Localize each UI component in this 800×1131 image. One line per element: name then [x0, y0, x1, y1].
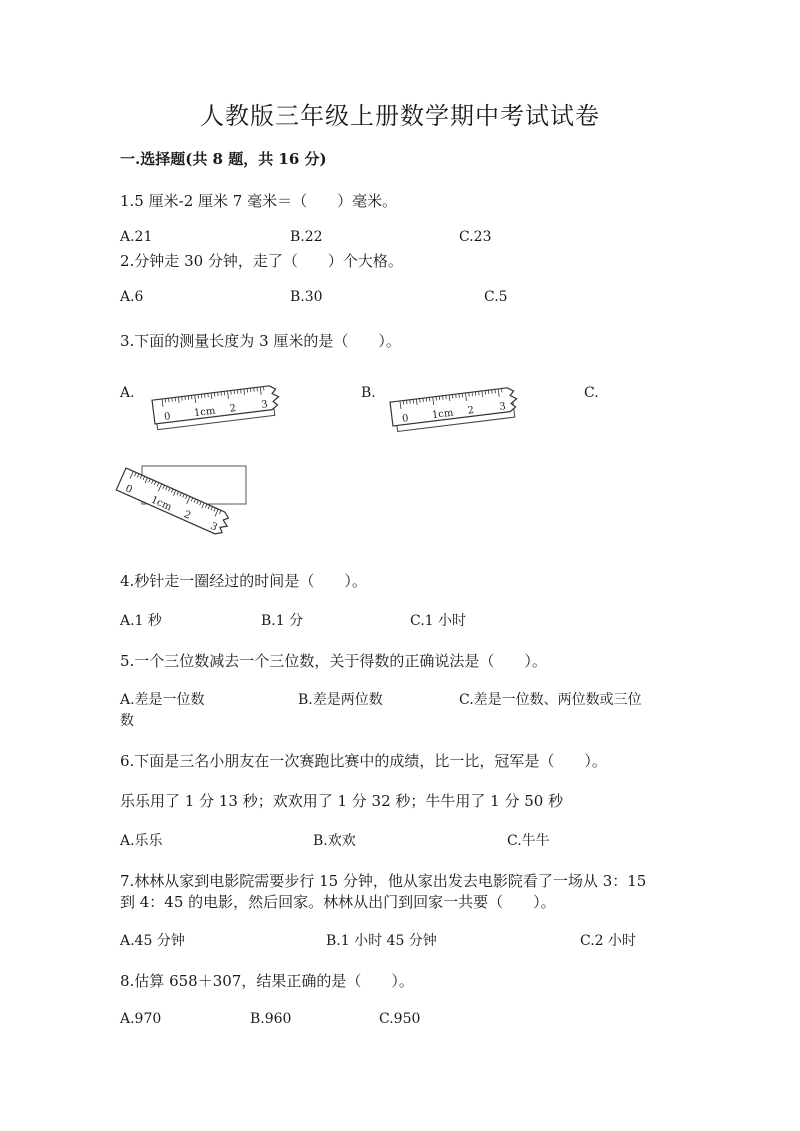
page-title: 人教版三年级上册数学期中考试试卷 [200, 102, 600, 130]
question-8-stem: 8.估算 658＋307，结果正确的是（ ）。 [120, 972, 414, 990]
ruler-c-label-1cm: 1cm [149, 494, 174, 514]
question-8-option-b: B.960 [250, 1011, 292, 1027]
ruler-b-label-3: 3 [498, 401, 507, 413]
question-6-option-a: A.乐乐 [120, 833, 163, 849]
ruler-c-label-3: 3 [208, 520, 219, 534]
question-3-option-a: A. [120, 385, 135, 401]
question-5-option-c-wrap: 数 [120, 713, 134, 729]
question-1-stem: 1.5 厘米-2 厘米 7 毫米＝（ ）毫米。 [120, 192, 398, 210]
ruler-b-label-1cm: 1cm [431, 407, 454, 422]
question-1-option-b: B.22 [290, 229, 323, 245]
question-6-stem: 6.下面是三名小朋友在一次赛跑比赛中的成绩，比一比，冠军是（ ）。 [120, 752, 607, 770]
question-8-option-a: A.970 [120, 1011, 162, 1027]
ruler-figure-a [150, 382, 290, 444]
question-6-option-b: B.欢欢 [313, 833, 356, 849]
question-5-stem: 5.一个三位数减去一个三位数，关于得数的正确说法是（ ）。 [120, 652, 547, 670]
ruler-a-label-0: 0 [163, 411, 172, 423]
question-7-option-a: A.45 分钟 [120, 933, 185, 949]
ruler-a-label-3: 3 [260, 399, 269, 411]
question-7-option-c: C.2 小时 [580, 933, 637, 949]
question-4-option-c: C.1 小时 [410, 613, 467, 629]
ruler-figure-b [388, 384, 528, 446]
question-5-option-c: C.差是一位数、两位数或三位 [459, 692, 642, 708]
question-2-option-b: B.30 [290, 289, 323, 305]
question-4-stem: 4.秒针走一圈经过的时间是（ ）。 [120, 572, 367, 590]
question-2-option-a: A.6 [120, 289, 144, 305]
question-8-option-c: C.950 [379, 1011, 421, 1027]
question-5-option-b: B.差是两位数 [298, 692, 383, 708]
question-7-stem-line2: 到 4：45 的电影，然后回家。林林从出门到回家一共要（ ）。 [120, 893, 556, 911]
ruler-a-label-1cm: 1cm [193, 405, 216, 420]
section-heading: 一.选择题(共 8 题，共 16 分) [120, 150, 327, 168]
question-3-option-c: C. [584, 385, 599, 401]
ruler-figure-c [112, 458, 257, 536]
question-3-stem: 3.下面的测量长度为 3 厘米的是（ ）。 [120, 332, 401, 350]
question-2-stem: 2.分钟走 30 分钟，走了（ ）个大格。 [120, 252, 403, 270]
question-2-option-c: C.5 [484, 289, 508, 305]
question-7-option-b: B.1 小时 45 分钟 [326, 933, 437, 949]
ruler-c-label-2: 2 [182, 509, 193, 522]
question-7-stem: 7.林林从家到电影院需要步行 15 分钟，他从家出发去电影院看了一场从 3：15 [120, 872, 647, 890]
question-5-option-a: A.差是一位数 [120, 692, 205, 708]
ruler-b-label-0: 0 [401, 413, 410, 425]
question-6-option-c: C.牛牛 [507, 833, 550, 849]
question-1-option-c: C.23 [459, 229, 492, 245]
ruler-a-label-2: 2 [229, 403, 237, 415]
ruler-c-label-0: 0 [123, 483, 134, 496]
question-4-option-a: A.1 秒 [120, 613, 162, 629]
question-6-data: 乐乐用了 1 分 13 秒；欢欢用了 1 分 32 秒；牛牛用了 1 分 50 秒 [120, 792, 564, 810]
question-3-option-b: B. [361, 385, 376, 401]
ruler-b-label-2: 2 [467, 405, 475, 417]
question-1-option-a: A.21 [120, 229, 153, 245]
question-4-option-b: B.1 分 [261, 613, 304, 629]
